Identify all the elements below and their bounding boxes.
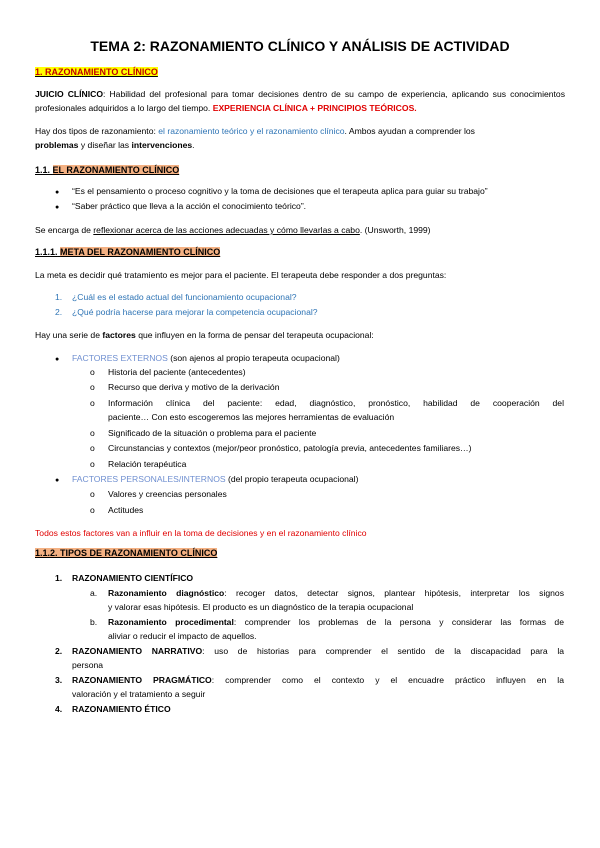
section-1-1-2-heading: 1.1.2. TIPOS DE RAZONAMIENTO CLÍNICO — [35, 548, 218, 558]
circle-bullet-icon: o — [90, 443, 95, 453]
circle-bullet-icon: o — [90, 367, 95, 377]
internal-factor-item: Actitudes — [108, 505, 144, 515]
tipo-narrativo-cont: persona — [72, 660, 104, 670]
question-2: 2. — [55, 307, 63, 317]
list-item — [55, 199, 59, 215]
razonamiento-procedimental: Razonamiento procedimental: comprender los problemas de la persona y considerar las formas de — [108, 617, 564, 627]
external-factor-item-cont: paciente… Con esto escogeremos las mejores herramientas de evaluación — [108, 412, 395, 422]
section-1-1-1-heading: 1.1.1. META DEL RAZONAMIENTO CLÍNICO — [35, 247, 221, 257]
juicio-clinico-paragraph: JUICIO CLÍNICO: Habilidad del profesional para tomar decisiones dentro de su campo de experiencia, aplicando sus conocimientos profesionales adquiridos a lo largo del tiempo. EXPERIENCIA CLÍNICA + PRINCIPIOS TEÓRICOS. — [35, 89, 565, 113]
circle-bullet-icon: o — [90, 459, 95, 469]
section-1-heading: 1. RAZONAMIENTO CLÍNICO — [35, 67, 158, 77]
circle-bullet-icon: o — [90, 428, 95, 438]
internal-factors-label: FACTORES PERSONALES/INTERNOS (del propio terapeuta ocupacional) — [72, 474, 359, 484]
question-text: ¿Cuál es el estado actual del funcionamiento ocupacional? — [72, 292, 297, 302]
tipo-narrativo: RAZONAMIENTO NARRATIVO: uso de historias para comprender el sentido de la discapacidad para la — [72, 646, 565, 656]
reflexionar-paragraph: Se encarga de reflexionar acerca de las acciones adecuadas y cómo llevarlas a cabo. (Unsworth, 1999) — [35, 225, 431, 235]
tipo-pragmatico-cont: valoración y el tratamiento a seguir — [72, 689, 206, 699]
question-text: ¿Qué podría hacerse para mejorar la competencia ocupacional? — [72, 307, 318, 317]
circle-bullet-icon: o — [90, 382, 95, 392]
page-title: TEMA 2: RAZONAMIENTO CLÍNICO Y ANÁLISIS DE ACTIVIDAD — [90, 38, 510, 54]
external-factor-item: Circunstancias y contextos (mejor/peor pronóstico, patología previa, antecedentes familiares…) — [108, 443, 472, 453]
list-item-text: “Es el pensamiento o proceso cognitivo y la toma de decisiones que el terapeuta aplica para guiar su trabajo” — [72, 186, 488, 196]
meta-intro: La meta es decidir qué tratamiento es mejor para el paciente. El terapeuta debe responder a dos preguntas: — [35, 270, 447, 280]
circle-bullet-icon: o — [90, 398, 95, 408]
question-1: 1. — [55, 292, 63, 302]
list-item-text: “Saber práctico que lleva a la acción el conocimiento teórico”. — [72, 201, 307, 211]
external-factor-item: Significado de la situación o problema para el paciente — [108, 428, 317, 438]
razonamiento-procedimental-cont: aliviar o reducir el impacto de aquellos. — [108, 631, 257, 641]
razonamiento-types-paragraph-line2: problemas y diseñar las intervenciones. — [35, 140, 195, 150]
external-factor-item: Historia del paciente (antecedentes) — [108, 367, 246, 377]
list-item — [55, 184, 59, 200]
razonamiento-types-paragraph: Hay dos tipos de razonamiento: el razonamiento teórico y el razonamiento clínico. Ambos ayudan a comprender los — [35, 126, 475, 136]
external-factor-item: Relación terapéutica — [108, 459, 187, 469]
tipo-cientifico: RAZONAMIENTO CIENTÍFICO — [72, 573, 194, 583]
bullet-icon: ● — [55, 477, 60, 484]
external-factor-item: Información clínica del paciente: edad, diagnóstico, pronóstico, habilidad de cooperación del — [108, 398, 564, 408]
bullet-icon: ● — [55, 189, 60, 196]
razonamiento-diagnostico: Razonamiento diagnóstico: recoger datos, detectar signos, plantear hipótesis, interpretar los signos — [108, 588, 565, 598]
factores-intro: Hay una serie de factores que influyen en la forma de pensar del terapeuta ocupacional: — [35, 330, 374, 340]
section-1-1-heading: 1.1. EL RAZONAMIENTO CLÍNICO — [35, 165, 180, 175]
razonamiento-diagnostico-cont: y valorar esas hipótesis. El producto es un diagnóstico de la terapia ocupacional — [108, 602, 414, 612]
bullet-icon: ● — [55, 204, 60, 211]
bullet-icon: ● — [55, 356, 60, 363]
tipo-etico: RAZONAMIENTO ÉTICO — [72, 704, 171, 714]
internal-factor-item: Valores y creencias personales — [108, 489, 227, 499]
document-page: TEMA 2: RAZONAMIENTO CLÍNICO Y ANÁLISIS DE ACTIVIDAD 1. RAZONAMIENTO CLÍNICO JUICIO CLÍNICO: Habilidad del profesional para tomar decisiones dentro de su campo de experiencia, aplicando sus conocimientos profesionales adquiridos a lo largo del tiempo. EXPERIENCIA CLÍNICA + PRINCIPIOS TEÓRICOS. Hay dos tipos de razonamiento: el razonamiento teórico y el razonamiento clínico. Ambos ayudan a comprender los problemas y diseñar las intervenciones. 1.1. EL RAZONAMIENTO CLÍNICO ● “Es el pensamiento o proceso cognitivo y la toma de decisiones que el terapeuta aplica para guiar su trabajo” ● “Saber práctico que lleva a la acción el conocimiento teórico”. Se encarga de reflexionar acerca de las acciones adecuadas y cómo llevarlas a cabo. (Unsworth, 1999) 1.1.1. META DEL RAZONAMIENTO CLÍNICO La meta es decidir qué tratamiento es mejor para el paciente. El terapeuta debe responder a dos preguntas: 1. ¿Cuál es el estado actual del funcionamiento ocupacional? 2. ¿Qué podría hacerse para mejorar la competencia ocupacional? Hay una serie de factores que influyen en la forma de pensar del terapeuta ocupacional: ● FACTORES EXTERNOS (son ajenos al propio terapeuta ocupacional) o Historia del paciente (antecedentes) o Recurso que deriva y motivo de la derivación o Información clínica del paciente: edad, diagnóstico, pronóstico, habilidad de cooperación del paciente… Con esto escogeremos las mejores herramientas de evaluación o Significado de la situación o problema para el paciente o Circunstancias y contextos (mejor/peor pronóstico, patología previa, antecedentes familiares…) o Relación terapéutica ● FACTORES PERSONALES/INTERNOS (del propio terapeuta ocupacional) o Valores y creencias personales o Actitudes Todos estos factores van a influir en la toma de decisiones y en el razonamiento clínico 1.1.2. TIPOS DE RAZONAMIENTO CLÍNICO 1. RAZONAMIENTO CIENTÍFICO a. Razonamiento diagnóstico: recoger datos, detectar signos, plantear hipótesis, interpretar los signos y valorar esas hipótesis. El producto es un diagnóstico de la terapia ocupacional b. Razonamiento procedimental: comprender los problemas de la persona y considerar las formas de aliviar o reducir el impacto de aquellos. 2. RAZONAMIENTO NARRATIVO: uso de historias para comprender el sentido de la discapacidad para la persona 3. RAZONAMIENTO PRAGMÁTICO: comprender como el contexto y el encuadre práctico influyen en la valoración y el tratamiento a seguir 4. RAZONAMIENTO ÉTICO — [0, 0, 600, 848]
tipo-pragmatico: RAZONAMIENTO PRAGMÁTICO: comprender como el contexto y el encuadre práctico influyen en la — [72, 675, 564, 685]
circle-bullet-icon: o — [90, 489, 95, 499]
external-factors-label: FACTORES EXTERNOS (son ajenos al propio terapeuta ocupacional) — [72, 353, 340, 363]
external-factor-item: Recurso que deriva y motivo de la derivación — [108, 382, 280, 392]
factors-conclusion: Todos estos factores van a influir en la toma de decisiones y en el razonamiento clínico — [35, 528, 367, 538]
circle-bullet-icon: o — [90, 505, 95, 515]
